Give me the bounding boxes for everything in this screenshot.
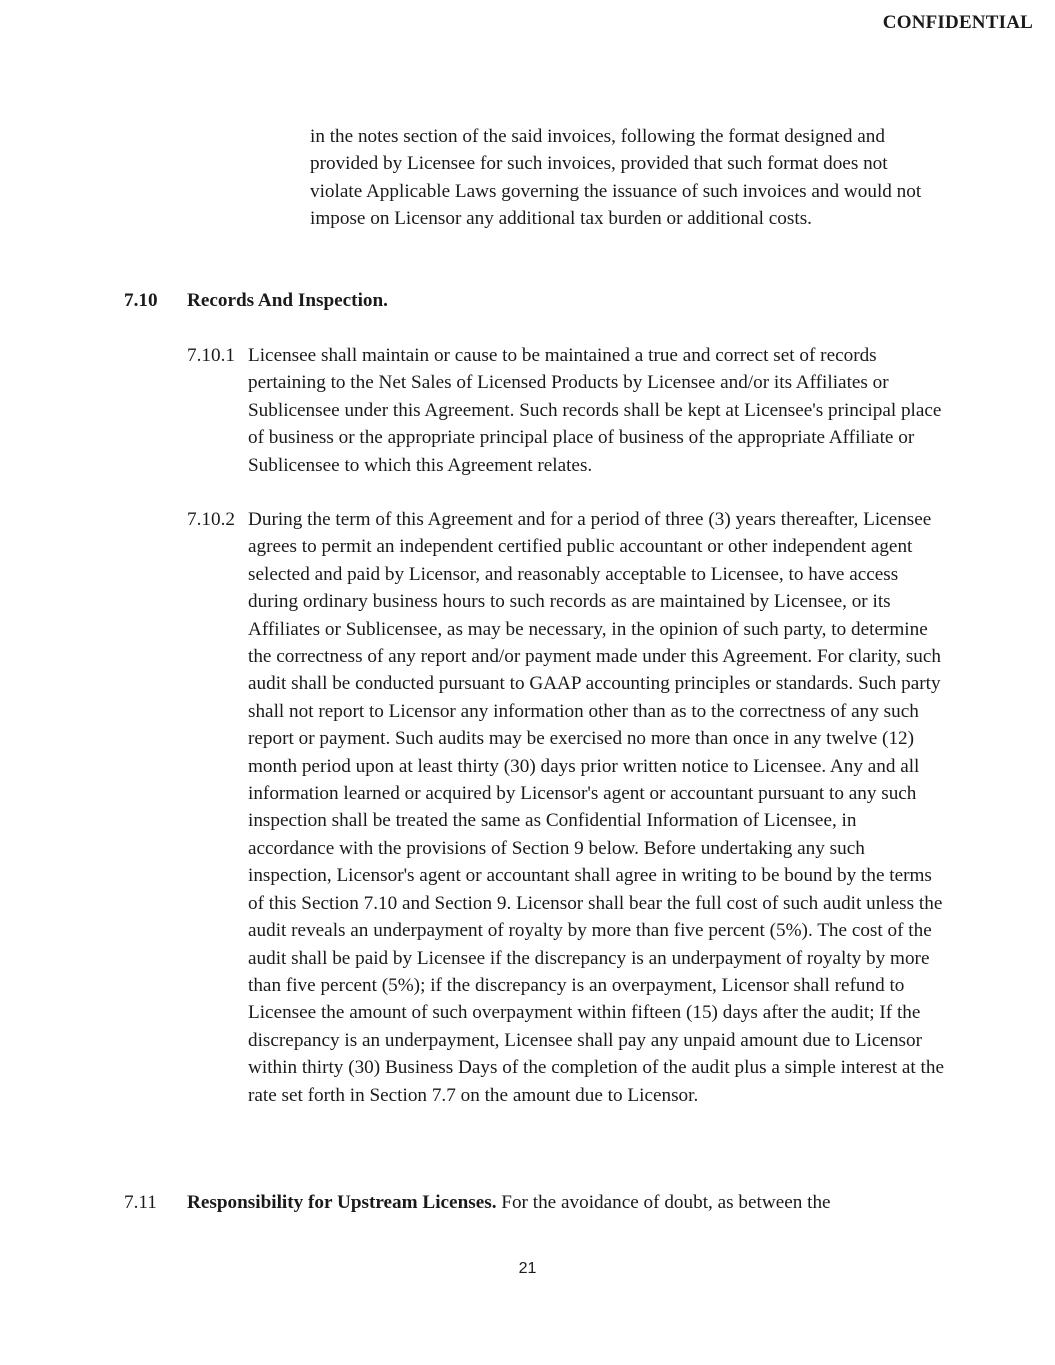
confidential-label: CONFIDENTIAL: [882, 12, 1033, 33]
subsection-text: Licensee shall maintain or cause to be maintained a true and correct set of records pertaining to the Net Sales of Licensed Products by Licensee and/or its Affiliates or Sublicensee under this Agreement. Such records shall be kept at Licensee's principal place of business or the appropriate principal place of business of the appropriate Affiliate or Sublicensee to which this Agreement relates.: [248, 345, 942, 476]
subsection-number: 7.10.2: [187, 509, 235, 530]
continuation-paragraph: in the notes section of the said invoices, following the format designed and provided by Licensee for such invoices, provided that such format does not violate Applicable Laws governing the issuance of such invoices and would not impose on Licensor any additional tax burden or additional costs.: [310, 126, 922, 230]
page-number: 21: [518, 1260, 537, 1277]
section-number: 7.10: [124, 290, 158, 311]
section-title: Responsibility for Upstream Licenses.: [187, 1192, 497, 1213]
section-7-11: [124, 1189, 944, 1216]
section-number: 7.11: [124, 1192, 157, 1213]
subsection-7-10-2: [187, 506, 947, 1109]
subsection-text: During the term of this Agreement and for a period of three (3) years thereafter, Licensee agrees to permit an independent certified public accountant or other independent agent selected and paid by Licensor, and reasonably acceptable to Licensee, to have access during ordinary business hours to such records as are maintained by Licensee, or its Affiliates or Sublicensee, as may be necessary, in the opinion of such party, to determine the correctness of any report and/or payment made under this Agreement. For clarity, such audit shall be conducted pursuant to GAAP accounting principles or standards. Such party shall not report to Licensor any information other than as to the correctness of any such report or payment. Such audits may be exercised no more than once in any twelve (12) month period upon at least thirty (30) days prior written notice to Licensee. Any and all information learned or acquired by Licensor's agent or accountant pursuant to any such inspection shall be treated the same as Confidential Information of Licensee, in accordance with the provisions of Section 9 below. Before undertaking any such inspection, Licensor's agent or accountant shall agree in writing to be bound by the terms of this Section 7.10 and Section 9. Licensor shall bear the full cost of such audit unless the audit reveals an underpayment of royalty by more than five percent (5%). The cost of the audit shall be paid by Licensee if the discrepancy is an underpayment of royalty by more than five percent (5%); if the discrepancy is an overpayment, Licensor shall refund to Licensee the amount of such overpayment within fifteen (15) days after the audit; If the discrepancy is an underpayment, Licensee shall pay any unpaid amount due to Licensor within thirty (30) Business Days of the completion of the audit plus a simple interest at the rate set forth in Section 7.7 on the amount due to Licensor.: [248, 509, 944, 1106]
section-7-10-heading: [124, 287, 388, 314]
section-text: For the avoidance of doubt, as between the: [501, 1192, 831, 1213]
subsection-number: 7.10.1: [187, 345, 235, 366]
subsection-7-10-1: [187, 342, 947, 479]
section-title: Records And Inspection.: [187, 290, 388, 311]
